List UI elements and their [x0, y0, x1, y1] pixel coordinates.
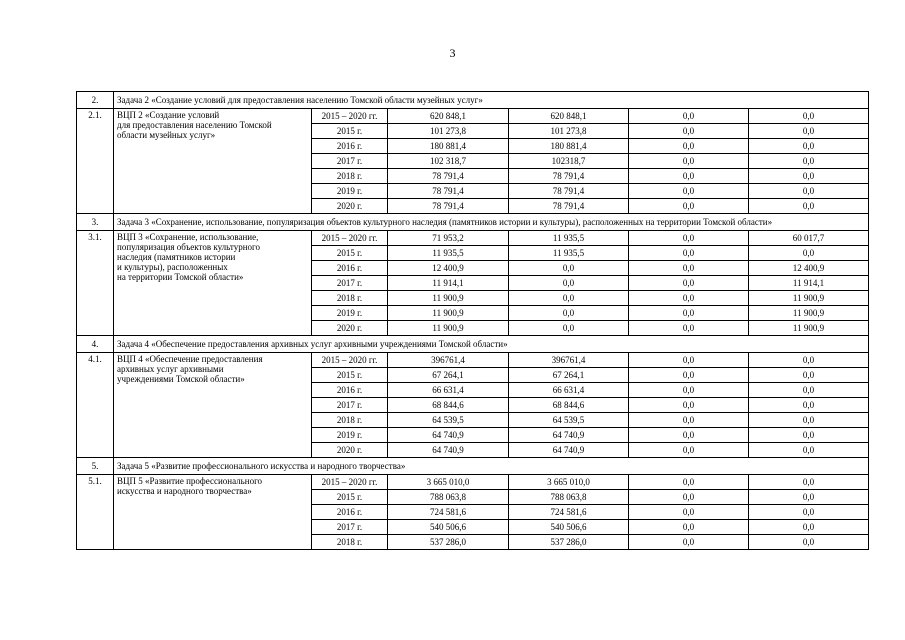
- federal-value: 0,0: [629, 475, 749, 490]
- year-cell: 2020 г.: [312, 199, 388, 214]
- federal-value: 0,0: [629, 413, 749, 428]
- regional-value: 101 273,8: [509, 124, 629, 139]
- regional-value: 78 791,4: [509, 199, 629, 214]
- year-cell: 2019 г.: [312, 428, 388, 443]
- other-value: 0,0: [749, 124, 869, 139]
- federal-value: 0,0: [629, 428, 749, 443]
- other-value: 0,0: [749, 505, 869, 520]
- federal-value: 0,0: [629, 490, 749, 505]
- total-value: 68 844,6: [388, 398, 509, 413]
- total-value: 64 740,9: [388, 443, 509, 458]
- regional-value: 3 665 010,0: [509, 475, 629, 490]
- regional-value: 724 581,6: [509, 505, 629, 520]
- federal-value: 0,0: [629, 231, 749, 246]
- page-number: 3: [449, 46, 456, 60]
- federal-value: 0,0: [629, 520, 749, 535]
- federal-value: 0,0: [629, 368, 749, 383]
- year-cell: 2015 г.: [312, 490, 388, 505]
- other-value: 11 900,9: [749, 321, 869, 336]
- year-cell: 2015 – 2020 гг.: [312, 475, 388, 490]
- regional-value: 11 935,5: [509, 246, 629, 261]
- total-value: 64 740,9: [388, 428, 509, 443]
- regional-value: 0,0: [509, 321, 629, 336]
- other-value: 0,0: [749, 413, 869, 428]
- total-value: 78 791,4: [388, 169, 509, 184]
- federal-value: 0,0: [629, 353, 749, 368]
- task-title: Задача 4 «Обеспечение предоставления архивных услуг архивными учреждениями Томской области»: [114, 336, 869, 353]
- other-value: 0,0: [749, 475, 869, 490]
- year-cell: 2019 г.: [312, 184, 388, 199]
- year-cell: 2019 г.: [312, 306, 388, 321]
- regional-value: 0,0: [509, 261, 629, 276]
- regional-value: 67 264,1: [509, 368, 629, 383]
- task-title: Задача 3 «Сохранение, использование, популяризация объектов культурного наследия (памятников истории и культуры), расположенных на территории Томской области»: [114, 214, 869, 231]
- year-cell: 2015 – 2020 гг.: [312, 109, 388, 124]
- federal-value: 0,0: [629, 291, 749, 306]
- federal-value: 0,0: [629, 505, 749, 520]
- other-value: 11 900,9: [749, 306, 869, 321]
- federal-value: 0,0: [629, 246, 749, 261]
- total-value: 540 506,6: [388, 520, 509, 535]
- regional-value: 620 848,1: [509, 109, 629, 124]
- task-number: 3.: [77, 214, 114, 231]
- total-value: 180 881,4: [388, 139, 509, 154]
- year-cell: 2015 – 2020 гг.: [312, 353, 388, 368]
- federal-value: 0,0: [629, 199, 749, 214]
- federal-value: 0,0: [629, 398, 749, 413]
- task-row: [77, 92, 869, 109]
- year-cell: 2015 г.: [312, 368, 388, 383]
- total-value: 620 848,1: [388, 109, 509, 124]
- total-value: 101 273,8: [388, 124, 509, 139]
- year-cell: 2015 г.: [312, 124, 388, 139]
- budget-table: [76, 91, 869, 550]
- task-title: Задача 5 «Развитие профессионального искусства и народного творчества»: [114, 458, 869, 475]
- total-value: 11 935,5: [388, 246, 509, 261]
- program-title: ВЦП 5 «Развитие профессионального искусства и народного творчества»: [114, 475, 312, 550]
- regional-value: 180 881,4: [509, 139, 629, 154]
- year-cell: 2015 г.: [312, 246, 388, 261]
- program-title: ВЦП 4 «Обеспечение предоставления архивных услуг архивными учреждениями Томской области»: [114, 353, 312, 458]
- year-cell: 2018 г.: [312, 169, 388, 184]
- regional-value: 66 631,4: [509, 383, 629, 398]
- year-cell: 2018 г.: [312, 535, 388, 550]
- regional-value: 537 286,0: [509, 535, 629, 550]
- program-row: [77, 109, 869, 124]
- total-value: 11 900,9: [388, 291, 509, 306]
- federal-value: 0,0: [629, 443, 749, 458]
- other-value: 0,0: [749, 490, 869, 505]
- regional-value: 396761,4: [509, 353, 629, 368]
- year-cell: 2017 г.: [312, 398, 388, 413]
- other-value: 0,0: [749, 353, 869, 368]
- total-value: 102 318,7: [388, 154, 509, 169]
- regional-value: 64 740,9: [509, 428, 629, 443]
- program-row: [77, 231, 869, 246]
- other-value: 0,0: [749, 535, 869, 550]
- task-row: [77, 458, 869, 475]
- regional-value: 102318,7: [509, 154, 629, 169]
- other-value: 0,0: [749, 428, 869, 443]
- other-value: 11 900,9: [749, 291, 869, 306]
- program-number: 4.1.: [77, 353, 114, 458]
- year-cell: 2020 г.: [312, 443, 388, 458]
- task-row: [77, 214, 869, 231]
- other-value: 0,0: [749, 109, 869, 124]
- task-number: 4.: [77, 336, 114, 353]
- regional-value: 0,0: [509, 306, 629, 321]
- task-title: Задача 2 «Создание условий для предоставления населению Томской области музейных услуг»: [114, 92, 869, 109]
- total-value: 66 631,4: [388, 383, 509, 398]
- federal-value: 0,0: [629, 184, 749, 199]
- other-value: 0,0: [749, 199, 869, 214]
- year-cell: 2017 г.: [312, 520, 388, 535]
- program-number: 3.1.: [77, 231, 114, 336]
- other-value: 0,0: [749, 368, 869, 383]
- other-value: 0,0: [749, 139, 869, 154]
- year-cell: 2017 г.: [312, 276, 388, 291]
- program-row: [77, 353, 869, 368]
- other-value: 0,0: [749, 383, 869, 398]
- task-number: 2.: [77, 92, 114, 109]
- regional-value: 540 506,6: [509, 520, 629, 535]
- year-cell: 2016 г.: [312, 139, 388, 154]
- total-value: 78 791,4: [388, 199, 509, 214]
- regional-value: 78 791,4: [509, 169, 629, 184]
- program-number: 5.1.: [77, 475, 114, 550]
- federal-value: 0,0: [629, 109, 749, 124]
- regional-value: 78 791,4: [509, 184, 629, 199]
- program-title: ВЦП 2 «Создание условий для предоставления населению Томской области музейных услуг»: [114, 109, 312, 214]
- federal-value: 0,0: [629, 169, 749, 184]
- federal-value: 0,0: [629, 154, 749, 169]
- federal-value: 0,0: [629, 139, 749, 154]
- other-value: 0,0: [749, 246, 869, 261]
- year-cell: 2016 г.: [312, 505, 388, 520]
- regional-value: 64 539,5: [509, 413, 629, 428]
- total-value: 71 953,2: [388, 231, 509, 246]
- regional-value: 788 063,8: [509, 490, 629, 505]
- total-value: 788 063,8: [388, 490, 509, 505]
- year-cell: 2020 г.: [312, 321, 388, 336]
- other-value: 0,0: [749, 169, 869, 184]
- federal-value: 0,0: [629, 306, 749, 321]
- year-cell: 2015 – 2020 гг.: [312, 231, 388, 246]
- total-value: 12 400,9: [388, 261, 509, 276]
- program-number: 2.1.: [77, 109, 114, 214]
- federal-value: 0,0: [629, 535, 749, 550]
- other-value: 0,0: [749, 154, 869, 169]
- program-row: [77, 475, 869, 490]
- total-value: 537 286,0: [388, 535, 509, 550]
- program-title: ВЦП 3 «Сохранение, использование, популяризация объектов культурного наследия (памятников истории и культуры), расположенных на территории Томской области»: [114, 231, 312, 336]
- other-value: 0,0: [749, 398, 869, 413]
- other-value: 11 914,1: [749, 276, 869, 291]
- total-value: 3 665 010,0: [388, 475, 509, 490]
- federal-value: 0,0: [629, 124, 749, 139]
- year-cell: 2018 г.: [312, 291, 388, 306]
- federal-value: 0,0: [629, 261, 749, 276]
- regional-value: 64 740,9: [509, 443, 629, 458]
- other-value: 60 017,7: [749, 231, 869, 246]
- regional-value: 11 935,5: [509, 231, 629, 246]
- other-value: 12 400,9: [749, 261, 869, 276]
- regional-value: 0,0: [509, 291, 629, 306]
- federal-value: 0,0: [629, 383, 749, 398]
- year-cell: 2016 г.: [312, 261, 388, 276]
- year-cell: 2016 г.: [312, 383, 388, 398]
- year-cell: 2018 г.: [312, 413, 388, 428]
- total-value: 64 539,5: [388, 413, 509, 428]
- total-value: 11 914,1: [388, 276, 509, 291]
- total-value: 78 791,4: [388, 184, 509, 199]
- total-value: 396761,4: [388, 353, 509, 368]
- year-cell: 2017 г.: [312, 154, 388, 169]
- total-value: 11 900,9: [388, 321, 509, 336]
- total-value: 724 581,6: [388, 505, 509, 520]
- federal-value: 0,0: [629, 321, 749, 336]
- task-row: [77, 336, 869, 353]
- regional-value: 0,0: [509, 276, 629, 291]
- other-value: 0,0: [749, 443, 869, 458]
- task-number: 5.: [77, 458, 114, 475]
- other-value: 0,0: [749, 184, 869, 199]
- regional-value: 68 844,6: [509, 398, 629, 413]
- total-value: 11 900,9: [388, 306, 509, 321]
- other-value: 0,0: [749, 520, 869, 535]
- total-value: 67 264,1: [388, 368, 509, 383]
- federal-value: 0,0: [629, 276, 749, 291]
